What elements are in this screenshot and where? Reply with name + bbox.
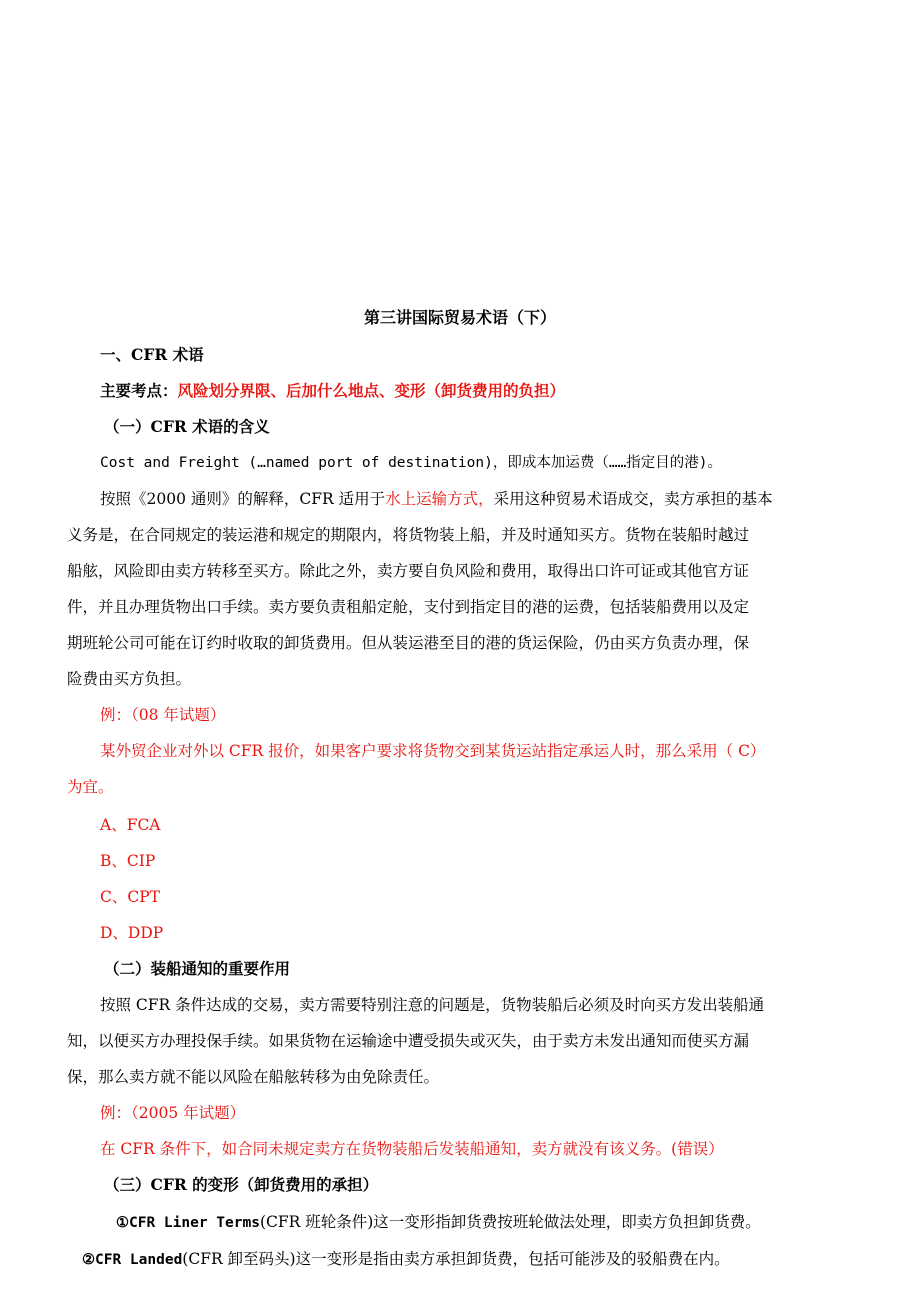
example2-label: 例：（2005 年试题） — [100, 1104, 246, 1122]
para1-line3: 船舷，风险即由卖方转移至买方。除此之外，卖方要自负风险和费用，取得出口许可证或其他官方证 — [67, 562, 750, 580]
para1-line6: 险费由买方负担。 — [67, 670, 192, 688]
example1-question-line2: 为宜。 — [67, 778, 114, 796]
para1-rest: 采用这种贸易术语成交，卖方承担的基本 — [493, 490, 773, 508]
variant2-line — [82, 1249, 730, 1270]
para2-line2: 知，以便买方办理投保手续。如果货物在运输途中遭受损失或灭失，由于卖方未发出通知而使买方漏 — [67, 1032, 750, 1050]
option-b: B、CIP — [100, 852, 156, 870]
option-d: D、DDP — [100, 924, 164, 942]
definition-line: Cost and Freight (…named port of destination)，即成本加运费（……指定目的港)。 — [100, 455, 723, 471]
variant2-desc: (CFR 卸至码头)这一变形是指由卖方承担卸货费，包括可能涉及的驳船费在内。 — [182, 1250, 730, 1268]
key-points — [100, 381, 565, 401]
para1-line1 — [100, 489, 773, 509]
option-a: A、FCA — [100, 816, 161, 834]
variant1-term: ①CFR Liner Terms — [116, 1215, 260, 1231]
key-points-label: 主要考点： — [100, 381, 178, 400]
sub1-heading: （一）CFR 术语的含义 — [104, 417, 270, 436]
para2-line1: 按照 CFR 条件达成的交易，卖方需要特别注意的问题是，货物装船后必须及时向买方发出装船通 — [100, 996, 765, 1014]
para1-line4: 件，并且办理货物出口手续。卖方要负责租船定舱，支付到指定目的港的运费，包括装船费用以及定 — [67, 598, 750, 616]
section1-heading: 一、CFR 术语 — [100, 345, 204, 364]
sub2-heading: （二）装船通知的重要作用 — [104, 959, 291, 978]
para1-highlight: 水上运输方式， — [385, 490, 494, 508]
sub3-heading: （三）CFR 的变形（卸货费用的承担） — [104, 1175, 379, 1194]
variant1-line — [116, 1212, 761, 1233]
example1-question-line1: 某外贸企业对外以 CFR 报价，如果客户要求将货物交到某货运站指定承运人时，那么采用（ C） — [100, 742, 766, 760]
para1-line2: 义务是，在合同规定的装运港和规定的期限内，将货物装上船，并及时通知买方。货物在装船时越过 — [67, 526, 750, 544]
para1-line5: 期班轮公司可能在订约时收取的卸货费用。但从装运港至目的港的货运保险，仍由买方负责办理，保 — [67, 634, 750, 652]
para2-line3: 保，那么卖方就不能以风险在船舷转移为由免除责任。 — [67, 1068, 440, 1086]
variant1-desc: (CFR 班轮条件)这一变形指卸货费按班轮做法处理，即卖方负担卸货费。 — [259, 1213, 761, 1231]
variant2-term: ②CFR Landed — [82, 1252, 183, 1268]
document-title: 第三讲国际贸易术语（下） — [363, 308, 556, 327]
option-c: C、CPT — [100, 888, 160, 906]
example1-label: 例：（08 年试题） — [100, 706, 226, 724]
key-points-text: 风险划分界限、后加什么地点、变形（卸货费用的负担） — [177, 381, 566, 400]
para1-start: 按照《2000 通则》的解释，CFR 适用于 — [100, 490, 386, 508]
example2-question: 在 CFR 条件下，如合同未规定卖方在货物装船后发装船通知，卖方就没有该义务。(错误） — [100, 1140, 724, 1158]
